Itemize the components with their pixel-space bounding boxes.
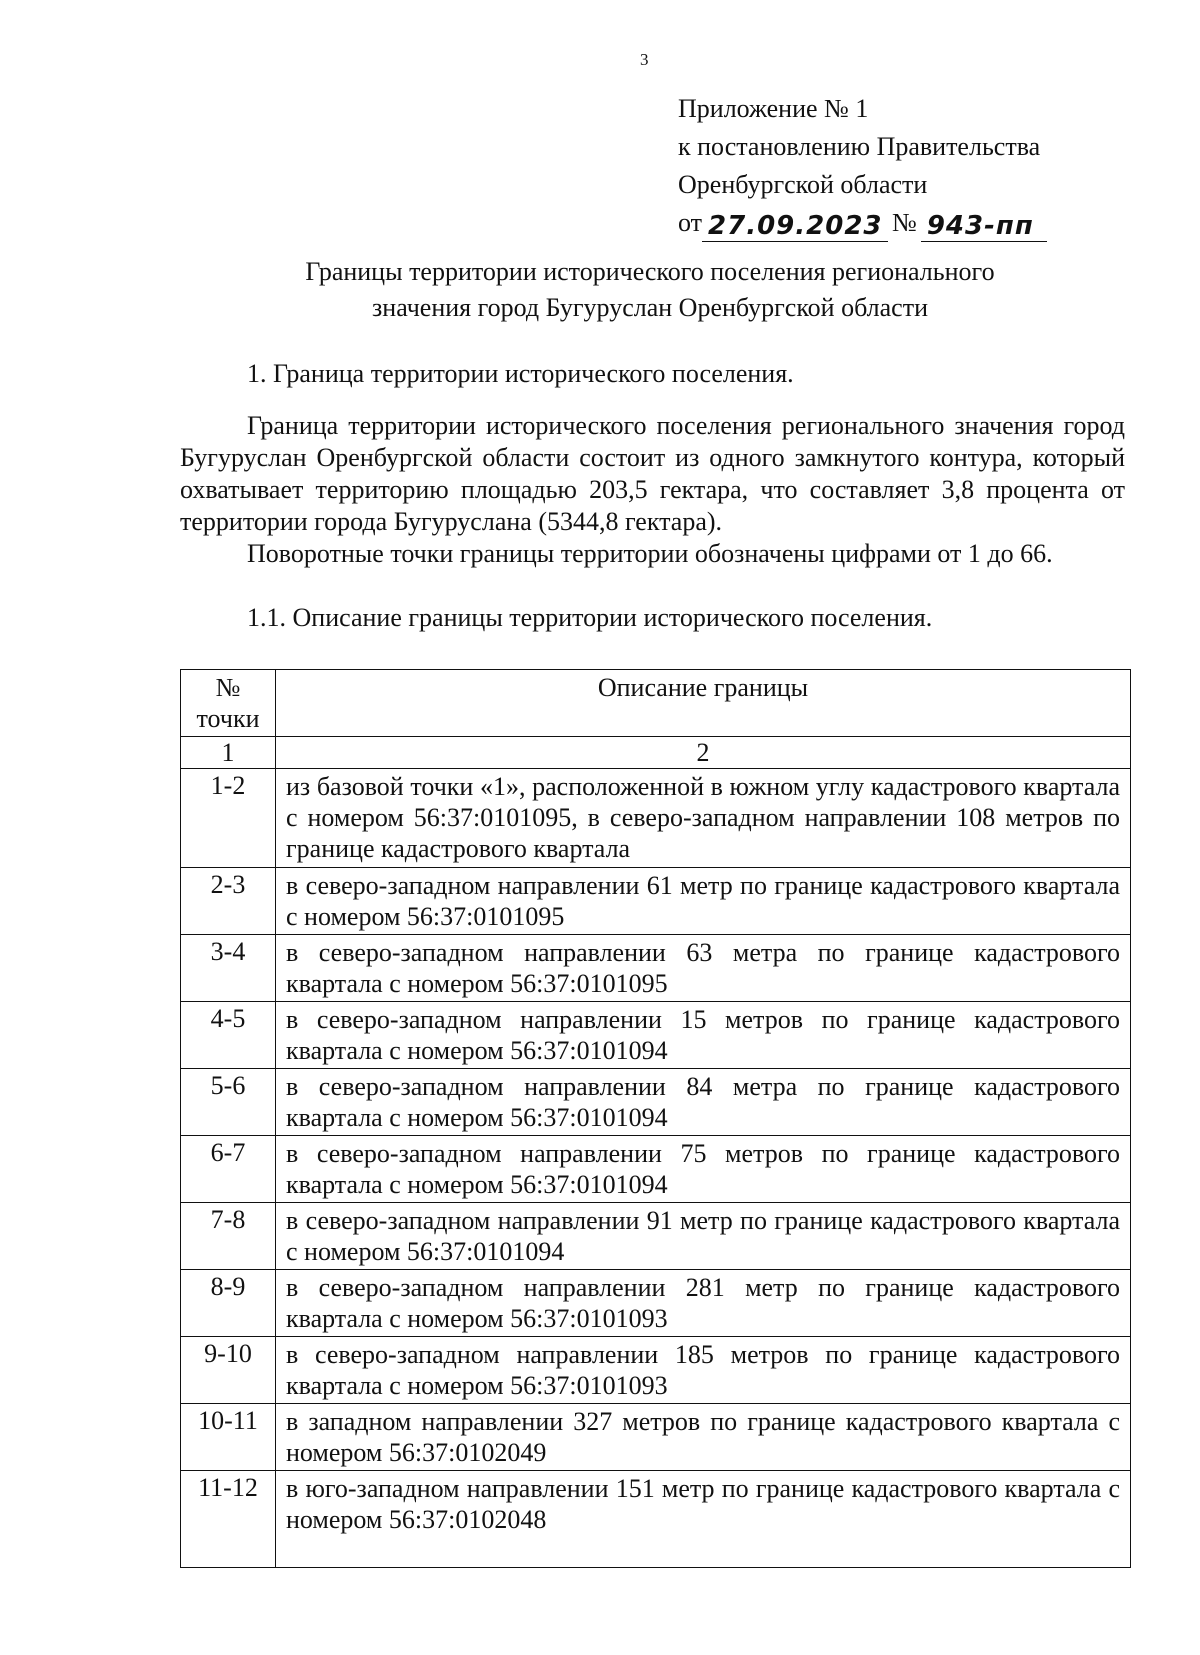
handwritten-number: 943-пп	[921, 211, 1047, 242]
table-row	[181, 935, 1131, 1002]
paragraph-2: Поворотные точки границы территории обозначены цифрами от 1 до 66.	[247, 539, 1053, 568]
handwritten-date: 27.09.2023	[702, 211, 888, 242]
table-row	[181, 1270, 1131, 1337]
point-range-cell: 11-12	[181, 1471, 276, 1568]
table-header-row	[181, 670, 1131, 737]
document-title	[180, 254, 1120, 326]
table-row	[181, 1337, 1131, 1404]
index-cell-2: 2	[276, 737, 1131, 769]
table-row	[181, 868, 1131, 935]
point-range-cell: 6-7	[181, 1136, 276, 1203]
point-range-cell: 9-10	[181, 1337, 276, 1404]
point-range-cell: 2-3	[181, 868, 276, 935]
boundary-description-cell: в северо-западном направлении 185 метров по границе кадастрового квартала с номером 56:37:0101093	[276, 1337, 1131, 1404]
table-row	[181, 1002, 1131, 1069]
table-body	[181, 737, 1131, 1568]
from-label: от	[678, 208, 703, 237]
appendix-date-line	[678, 204, 1047, 242]
boundary-description-cell: в западном направлении 327 метров по границе кадастрового квартала с номером 56:37:0102049	[276, 1404, 1131, 1471]
title-line-2: значения город Бугуруслан Оренбургской области	[372, 293, 928, 322]
appendix-block	[678, 90, 1047, 242]
appendix-line-1: Приложение № 1	[678, 94, 869, 123]
point-range-cell: 10-11	[181, 1404, 276, 1471]
number-label: №	[892, 208, 917, 237]
boundary-table	[180, 669, 1131, 1568]
title-line-1: Границы территории исторического поселения регионального	[305, 257, 995, 286]
boundary-description-cell: в северо-западном направлении 91 метр по границе кадастрового квартала с номером 56:37:0101094	[276, 1203, 1131, 1270]
table-row	[181, 1203, 1131, 1270]
point-range-cell: 7-8	[181, 1203, 276, 1270]
boundary-description-cell: в северо-западном направлении 75 метров по границе кадастрового квартала с номером 56:37:0101094	[276, 1136, 1131, 1203]
page-number: 3	[640, 50, 649, 69]
point-range-cell: 8-9	[181, 1270, 276, 1337]
header-point-number: № точки	[181, 670, 276, 737]
point-range-cell: 3-4	[181, 935, 276, 1002]
boundary-description-cell: в северо-западном направлении 84 метра по границе кадастрового квартала с номером 56:37:0101094	[276, 1069, 1131, 1136]
appendix-line-2: к постановлению Правительства	[678, 132, 1041, 161]
boundary-description-cell: в юго-западном направлении 151 метр по границе кадастрового квартала с номером 56:37:0102048	[276, 1471, 1131, 1568]
section-1-heading: 1. Граница территории исторического поселения.	[247, 359, 794, 388]
table-row	[181, 1136, 1131, 1203]
table-row	[181, 769, 1131, 868]
boundary-description-cell: из базовой точки «1», расположенной в южном углу кадастрового квартала с номером 56:37:0101095, в северо-западном направлении 108 метров по границе кадастрового квартала	[276, 769, 1131, 868]
boundary-description-cell: в северо-западном направлении 61 метр по границе кадастрового квартала с номером 56:37:0101095	[276, 868, 1131, 935]
table-row	[181, 1069, 1131, 1136]
boundary-description-cell: в северо-западном направлении 281 метр по границе кадастрового квартала с номером 56:37:0101093	[276, 1270, 1131, 1337]
table-row	[181, 1404, 1131, 1471]
header-description: Описание границы	[276, 670, 1131, 737]
index-cell-1: 1	[181, 737, 276, 769]
boundary-description-cell: в северо-западном направлении 63 метра по границе кадастрового квартала с номером 56:37:0101095	[276, 935, 1131, 1002]
appendix-line-3: Оренбургской области	[678, 170, 928, 199]
table-index-row	[181, 737, 1131, 769]
section-1-1-heading: 1.1. Описание границы территории исторического поселения.	[247, 603, 933, 632]
boundary-description-cell: в северо-западном направлении 15 метров по границе кадастрового квартала с номером 56:37:0101094	[276, 1002, 1131, 1069]
point-range-cell: 4-5	[181, 1002, 276, 1069]
table-row	[181, 1471, 1131, 1568]
point-range-cell: 1-2	[181, 769, 276, 868]
paragraph-1: Граница территории исторического поселения регионального значения город Бугуруслан Оренбургской области состоит из одного замкнутого контура, который охватывает территорию площадью 203,5 гектара, что составляет 3,8 процента от территории города Бугуруслана (5344,8 гектара).	[180, 411, 1125, 536]
point-range-cell: 5-6	[181, 1069, 276, 1136]
